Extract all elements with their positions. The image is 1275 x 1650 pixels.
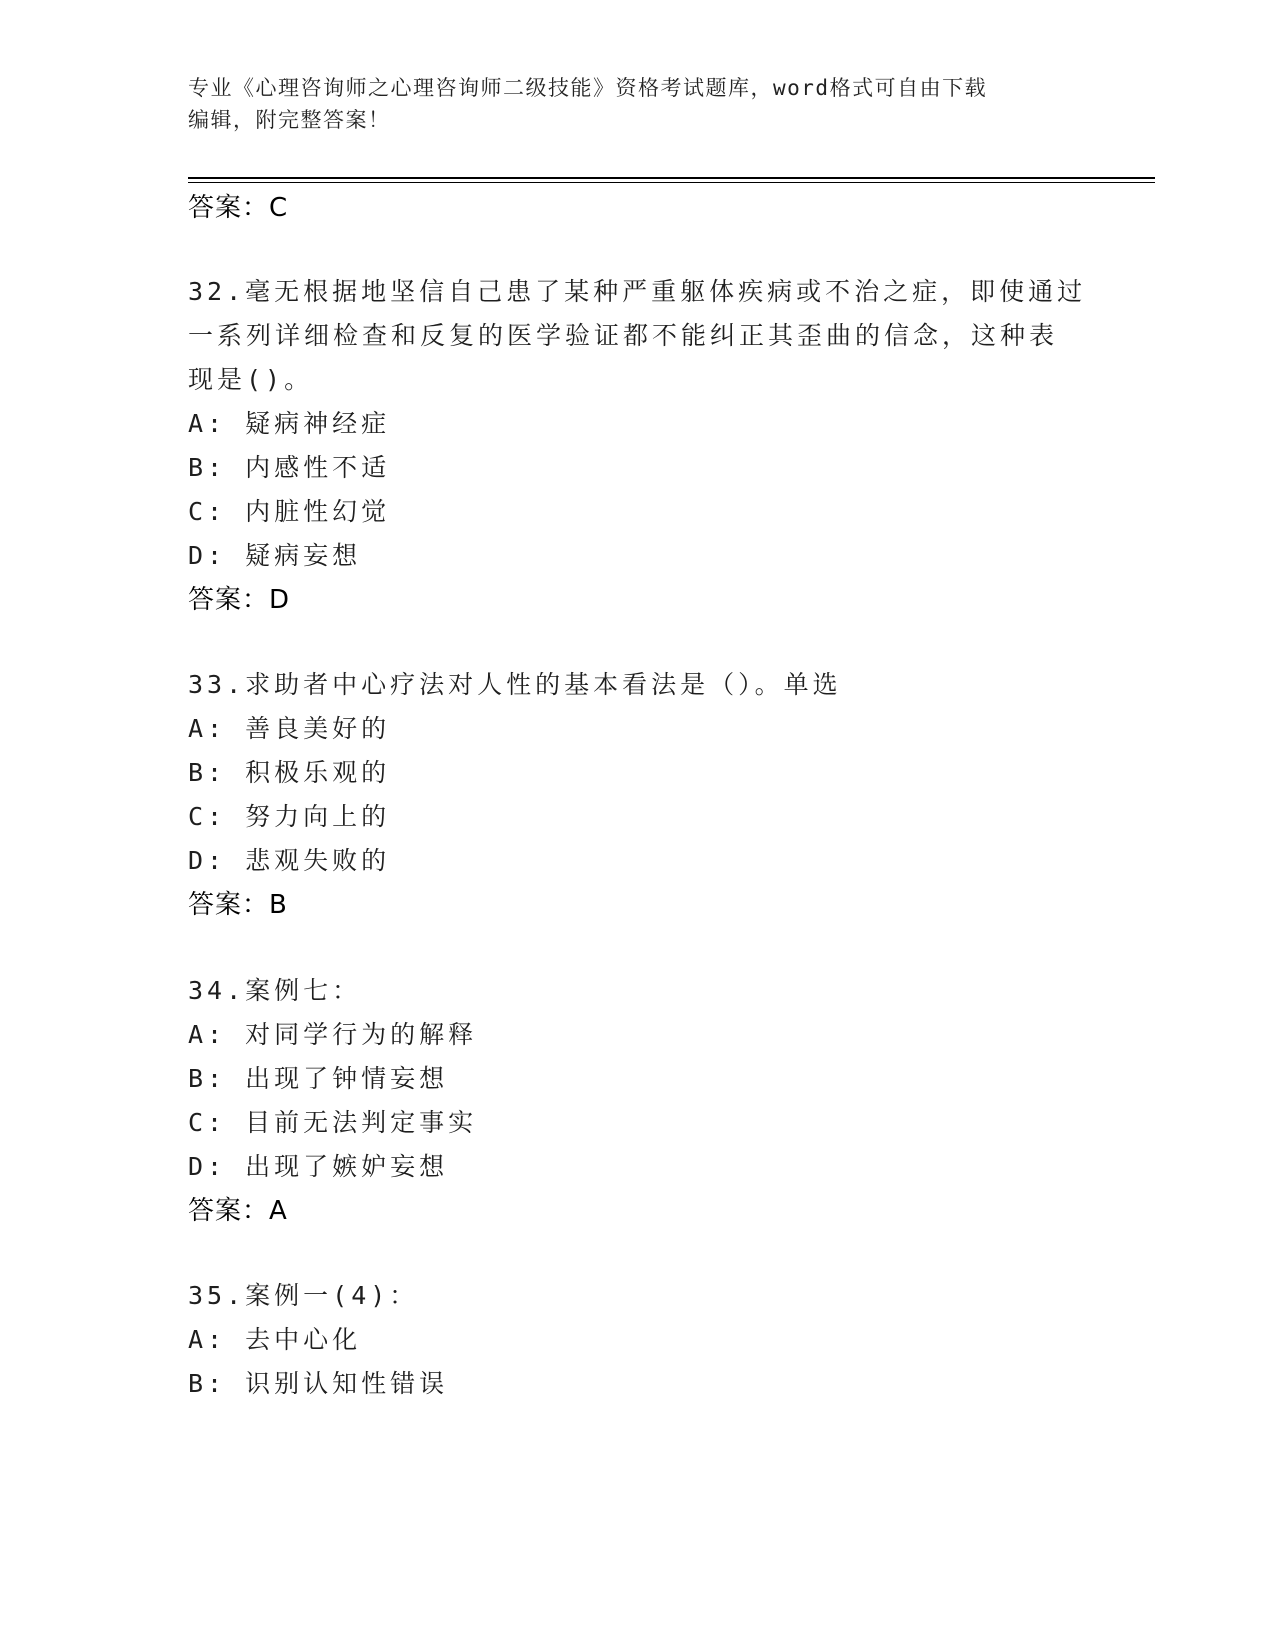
header-line-2: 编辑，附完整答案！ [188, 108, 391, 132]
question-33-option-c: C: 努力向上的 [188, 802, 391, 831]
answer-31: 答案：C [188, 193, 289, 223]
answer-32: 答案：D [188, 585, 291, 615]
question-34-option-a: A: 对同学行为的解释 [188, 1020, 478, 1049]
question-33-line-1: 33.求助者中心疗法对人性的基本看法是（）。单选 [188, 670, 842, 699]
question-35-line-1: 35.案例一(4)： [188, 1281, 419, 1310]
header-divider-thick [188, 177, 1155, 179]
question-33-option-b: B: 积极乐观的 [188, 758, 391, 787]
question-33-option-d: D: 悲观失败的 [188, 846, 391, 875]
question-32-line-3: 现是()。 [188, 365, 314, 394]
question-34-option-c: C: 目前无法判定事实 [188, 1108, 478, 1137]
header-divider-thin [188, 182, 1155, 183]
answer-34: 答案：A [188, 1196, 288, 1226]
question-32-option-c: C: 内脏性幻觉 [188, 497, 391, 526]
document-header [188, 72, 1088, 136]
question-34-option-b: B: 出现了钟情妄想 [188, 1064, 449, 1093]
question-32-option-b: B: 内感性不适 [188, 453, 391, 482]
question-35-option-b: B: 识别认知性错误 [188, 1369, 449, 1398]
question-32-line-2: 一系列详细检查和反复的医学验证都不能纠正其歪曲的信念，这种表 [188, 321, 1059, 350]
question-33-option-a: A: 善良美好的 [188, 714, 391, 743]
question-34-option-d: D: 出现了嫉妒妄想 [188, 1152, 449, 1181]
header-line-1: 专业《心理咨询师之心理咨询师二级技能》资格考试题库，word格式可自由下载 [188, 76, 988, 100]
question-34-line-1: 34.案例七： [188, 976, 362, 1005]
answer-33: 答案：B [188, 890, 288, 920]
question-32-line-1: 32.毫无根据地坚信自己患了某种严重躯体疾病或不治之症，即使通过 [188, 277, 1087, 306]
question-32-option-d: D: 疑病妄想 [188, 541, 362, 570]
question-35-option-a: A: 去中心化 [188, 1325, 362, 1354]
question-32-option-a: A: 疑病神经症 [188, 409, 391, 438]
